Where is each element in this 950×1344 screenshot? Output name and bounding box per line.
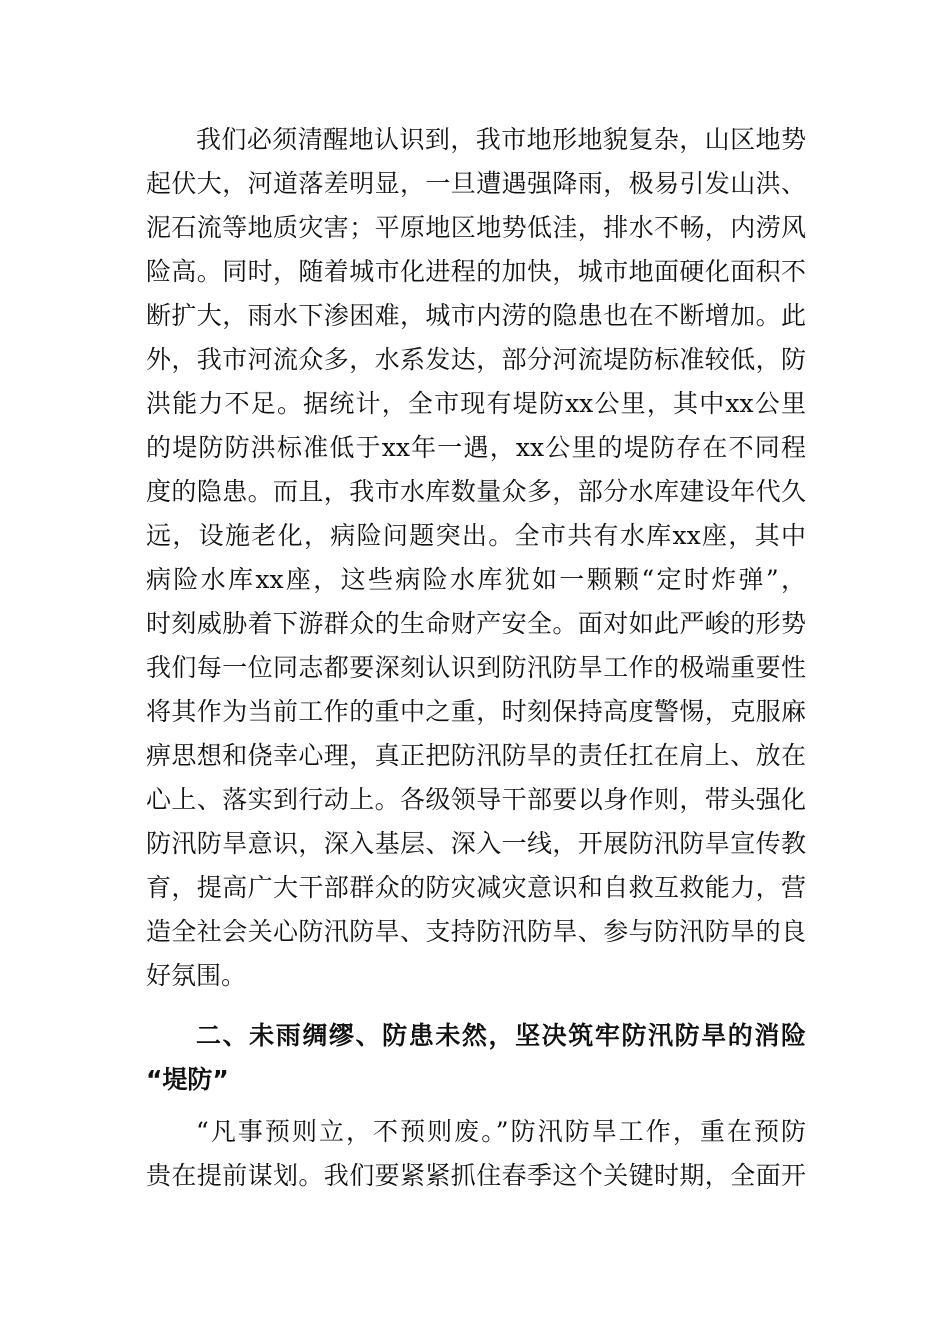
- paragraph-1-line: 起伏大，河道落差明显，一旦遭遇强降雨，极易引发山洪、: [146, 169, 806, 198]
- paragraph-1-line: 将其作为当前工作的重中之重，时刻保持高度警惕，克服麻: [146, 697, 806, 726]
- paragraph-1-line: 险高。同时，随着城市化进程的加快，城市地面硬化面积不: [146, 257, 806, 286]
- paragraph-1-line: 度的隐患。而且，我市水库数量众多，部分水库建设年代久: [146, 477, 806, 506]
- paragraph-1-line: 泥石流等地质灾害；平原地区地势低洼，排水不畅，内涝风: [146, 213, 806, 242]
- paragraph-1-line: 心上、落实到行动上。各级领导干部要以身作则，带头强化: [146, 785, 806, 814]
- paragraph-1-line: 好氛围。: [146, 961, 247, 990]
- paragraph-2-line: “凡事预则立，不预则废。”防汛防旱工作，重在预防: [196, 1117, 806, 1146]
- paragraph-1-line: 我们每一位同志都要深刻认识到防汛防旱工作的极端重要性: [146, 653, 806, 682]
- paragraph-1-line: 外，我市河流众多，水系发达，部分河流堤防标准较低，防: [146, 345, 806, 374]
- paragraph-1-line: 防汛防旱意识，深入基层、深入一线，开展防汛防旱宣传教: [146, 829, 806, 858]
- section-heading-line: 二、未雨绸缪、防患未然，坚决筑牢防汛防旱的消险: [196, 1021, 806, 1050]
- paragraph-1-line: 时刻威胁着下游群众的生命财产安全。面对如此严峻的形势: [146, 609, 806, 638]
- paragraph-1-line: 造全社会关心防汛防旱、支持防汛防旱、参与防汛防旱的良: [146, 917, 806, 946]
- paragraph-2-line: 贵在提前谋划。我们要紧紧抓住春季这个关键时期，全面开: [146, 1161, 806, 1190]
- paragraph-1-line: 断扩大，雨水下渗困难，城市内涝的隐患也在不断增加。此: [146, 301, 806, 330]
- paragraph-1-line: 远，设施老化，病险问题突出。全市共有水库xx座，其中: [146, 521, 806, 550]
- paragraph-1-line: 我们必须清醒地认识到，我市地形地貌复杂，山区地势: [196, 125, 806, 154]
- paragraph-1-line: 洪能力不足。据统计，全市现有堤防xx公里，其中xx公里: [146, 389, 806, 418]
- paragraph-1-line: 病险水库xx座，这些病险水库犹如一颗颗“定时炸弹”，: [146, 565, 806, 594]
- paragraph-1-line: 的堤防防洪标准低于xx年一遇，xx公里的堤防存在不同程: [146, 433, 806, 462]
- paragraph-1-line: 育，提高广大干部群众的防灾减灾意识和自救互救能力，营: [146, 873, 806, 902]
- section-heading-line: “堤防”: [146, 1065, 229, 1094]
- paragraph-1-line: 痹思想和侥幸心理，真正把防汛防旱的责任扛在肩上、放在: [146, 741, 806, 770]
